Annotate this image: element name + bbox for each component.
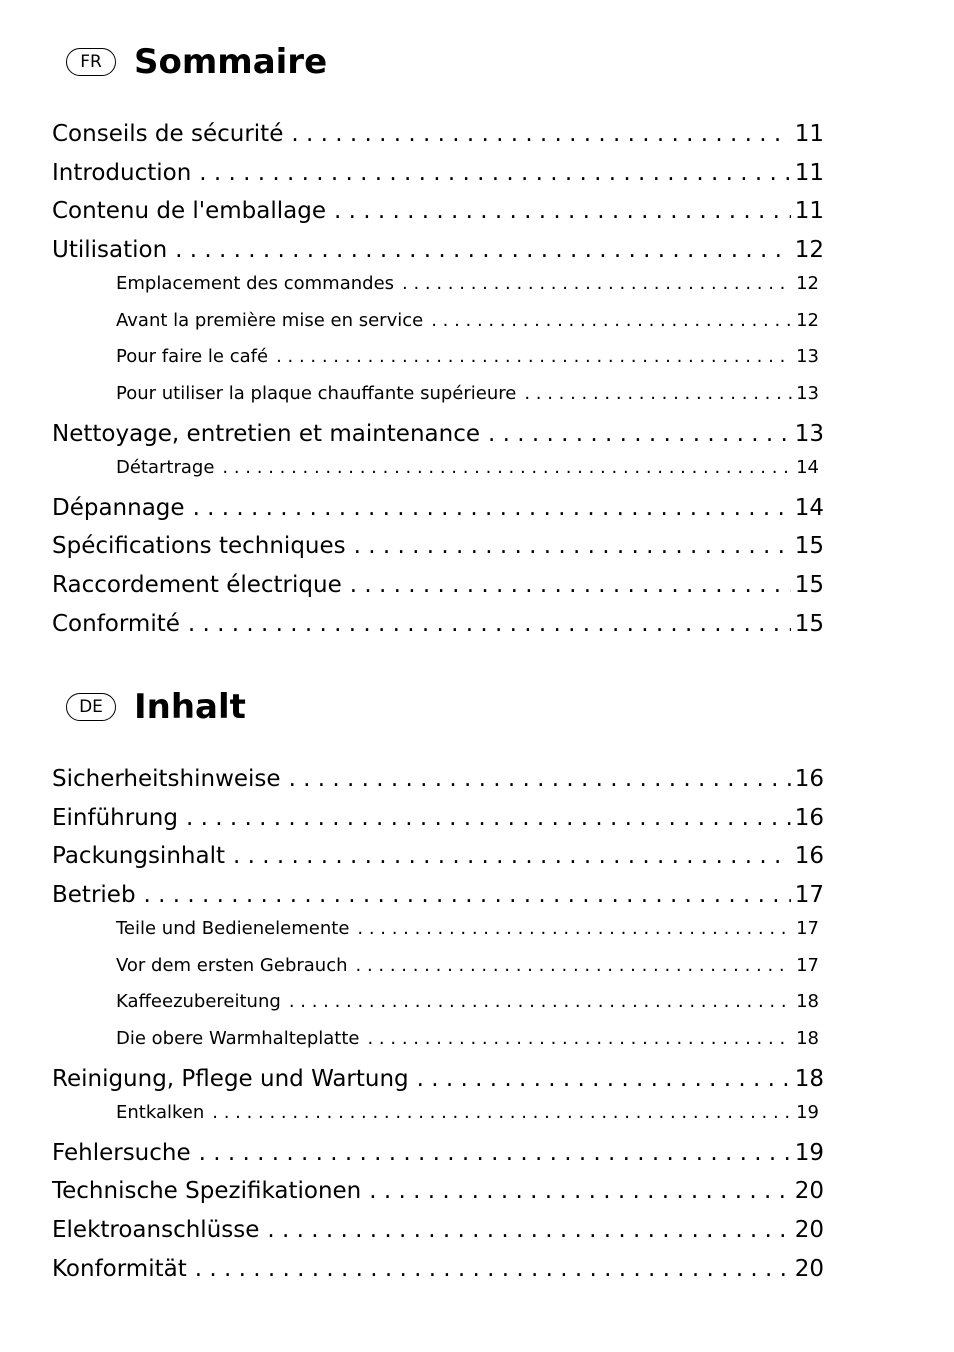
toc-page-number: 13 bbox=[794, 420, 824, 447]
dot-leader bbox=[188, 608, 791, 640]
toc-entry-title: Elektroanschlüsse bbox=[52, 1217, 260, 1243]
toc-page-number: 11 bbox=[794, 121, 824, 147]
toc-entry bbox=[52, 1253, 824, 1285]
toc-subentry bbox=[116, 1026, 819, 1052]
toc-entry-title: Pour utiliser la plaque chauffante supérieure bbox=[116, 382, 517, 404]
dot-leader bbox=[193, 492, 791, 524]
toc-entry-title: Conseils de sécurité bbox=[52, 121, 284, 147]
toc-entry-title: Pour faire le café bbox=[116, 346, 269, 368]
language-badge: FR bbox=[66, 48, 116, 76]
toc-page-number: 12 bbox=[796, 273, 819, 295]
toc-page-number: 18 bbox=[796, 1027, 819, 1049]
toc-entry-title: Packungsinhalt bbox=[52, 843, 225, 870]
dot-leader bbox=[233, 840, 791, 872]
dot-leader bbox=[334, 195, 791, 227]
toc-entry bbox=[52, 763, 824, 795]
toc-entry bbox=[52, 492, 824, 524]
dot-leader bbox=[357, 916, 792, 942]
toc-entry bbox=[52, 1175, 824, 1207]
toc-page-number: 20 bbox=[794, 1217, 824, 1243]
toc-page-number: 13 bbox=[796, 346, 819, 368]
toc-entry-title: Reinigung, Pflege und Wartung bbox=[52, 1065, 409, 1092]
toc-page-number: 20 bbox=[794, 1255, 824, 1282]
toc-entry-title: Technische Spezifikationen bbox=[52, 1178, 362, 1205]
dot-leader bbox=[488, 418, 791, 450]
toc-entry-title: Teile und Bedienelemente bbox=[116, 918, 350, 940]
toc-entry-title: Conformité bbox=[52, 610, 180, 637]
toc-page-number: 16 bbox=[794, 804, 824, 831]
toc-entry-title: Konformität bbox=[52, 1255, 187, 1282]
toc-entry bbox=[52, 530, 824, 562]
toc-subentry bbox=[116, 916, 819, 942]
toc-page-number: 18 bbox=[796, 991, 819, 1013]
toc-entry-title: Utilisation bbox=[52, 237, 168, 264]
dot-leader bbox=[417, 1063, 791, 1095]
dot-leader bbox=[367, 1026, 792, 1052]
toc-entry-title: Entkalken bbox=[116, 1101, 205, 1123]
toc-entry-title: Raccordement électrique bbox=[52, 572, 342, 598]
toc-subentry bbox=[116, 953, 819, 979]
toc-entry bbox=[52, 879, 824, 911]
dot-leader bbox=[291, 118, 790, 150]
section-title: Sommaire bbox=[134, 42, 328, 82]
toc-entry bbox=[52, 234, 824, 266]
toc-entry-title: Vor dem ersten Gebrauch bbox=[116, 954, 348, 976]
toc-entry-title: Kaffeezubereitung bbox=[116, 991, 281, 1013]
toc-page-number: 16 bbox=[794, 843, 824, 870]
toc-entry bbox=[52, 1214, 824, 1246]
toc-subentry bbox=[116, 271, 819, 297]
toc-subentry bbox=[116, 989, 819, 1015]
toc-subentry bbox=[116, 344, 819, 370]
toc-page-number: 11 bbox=[794, 159, 824, 186]
language-badge: DE bbox=[66, 693, 116, 721]
toc-page-number: 12 bbox=[794, 237, 824, 264]
toc-entry-title: Einführung bbox=[52, 804, 178, 831]
toc-page-number: 20 bbox=[794, 1178, 824, 1205]
dot-leader bbox=[402, 271, 792, 297]
toc-page-number: 19 bbox=[794, 1139, 824, 1166]
toc-entry bbox=[52, 802, 824, 834]
toc-entry-title: Avant la première mise en service bbox=[116, 309, 424, 331]
dot-leader bbox=[289, 763, 791, 795]
toc-entry-title: Dépannage bbox=[52, 494, 185, 521]
toc-entry-title: Détartrage bbox=[116, 456, 215, 478]
toc-entry-title: Betrieb bbox=[52, 882, 136, 909]
toc-entry-title: Emplacement des commandes bbox=[116, 273, 395, 295]
dot-leader bbox=[289, 989, 792, 1015]
toc-page-number: 17 bbox=[796, 954, 819, 976]
dot-leader bbox=[212, 1100, 792, 1126]
toc-page-number: 14 bbox=[796, 456, 819, 478]
toc-entry bbox=[52, 195, 824, 227]
toc-entry bbox=[52, 1063, 824, 1095]
toc-page-number: 11 bbox=[794, 198, 824, 225]
toc-page-number: 15 bbox=[794, 572, 824, 598]
toc-page-number: 17 bbox=[796, 918, 819, 940]
section-title: Inhalt bbox=[134, 687, 246, 727]
toc-page-number: 19 bbox=[796, 1101, 819, 1123]
dot-leader bbox=[175, 234, 791, 266]
toc-entry bbox=[52, 1137, 824, 1169]
toc-subentry bbox=[116, 1100, 819, 1126]
toc-page-number: 14 bbox=[794, 494, 824, 521]
dot-leader bbox=[354, 530, 791, 562]
toc-page-number: 13 bbox=[796, 382, 819, 404]
toc-entry bbox=[52, 840, 824, 872]
toc-entry-title: Nettoyage, entretien et maintenance bbox=[52, 420, 480, 447]
toc-page-number: 18 bbox=[794, 1065, 824, 1092]
toc-page-number: 17 bbox=[794, 882, 824, 909]
dot-leader bbox=[199, 157, 790, 189]
toc-entry bbox=[52, 608, 824, 640]
toc-entry-title: Die obere Warmhalteplatte bbox=[116, 1027, 360, 1049]
dot-leader bbox=[267, 1214, 790, 1246]
toc-entry-title: Contenu de l'emballage bbox=[52, 198, 326, 225]
toc-entry-title: Fehlersuche bbox=[52, 1139, 191, 1166]
toc-page-number: 16 bbox=[794, 766, 824, 792]
toc-page-number: 12 bbox=[796, 309, 819, 331]
toc-entry-title: Introduction bbox=[52, 159, 192, 186]
dot-leader bbox=[199, 1137, 791, 1169]
dot-leader bbox=[276, 344, 792, 370]
dot-leader bbox=[195, 1253, 791, 1285]
dot-leader bbox=[350, 569, 791, 601]
section-heading bbox=[66, 687, 246, 727]
toc-entry-title: Spécifications techniques bbox=[52, 533, 346, 560]
toc-entry bbox=[52, 418, 824, 450]
toc-page-number: 15 bbox=[794, 533, 824, 560]
dot-leader bbox=[222, 455, 792, 481]
dot-leader bbox=[524, 381, 792, 407]
toc-page-number: 15 bbox=[794, 610, 824, 637]
toc-entry bbox=[52, 569, 824, 601]
dot-leader bbox=[431, 308, 792, 334]
toc-subentry bbox=[116, 455, 819, 481]
toc-entry bbox=[52, 118, 824, 150]
dot-leader bbox=[144, 879, 791, 911]
dot-leader bbox=[356, 953, 793, 979]
toc-entry bbox=[52, 157, 824, 189]
dot-leader bbox=[186, 802, 791, 834]
toc-entry-title: Sicherheitshinweise bbox=[52, 766, 281, 792]
section-heading bbox=[66, 42, 327, 82]
dot-leader bbox=[369, 1175, 790, 1207]
toc-subentry bbox=[116, 308, 819, 334]
toc-subentry bbox=[116, 381, 819, 407]
